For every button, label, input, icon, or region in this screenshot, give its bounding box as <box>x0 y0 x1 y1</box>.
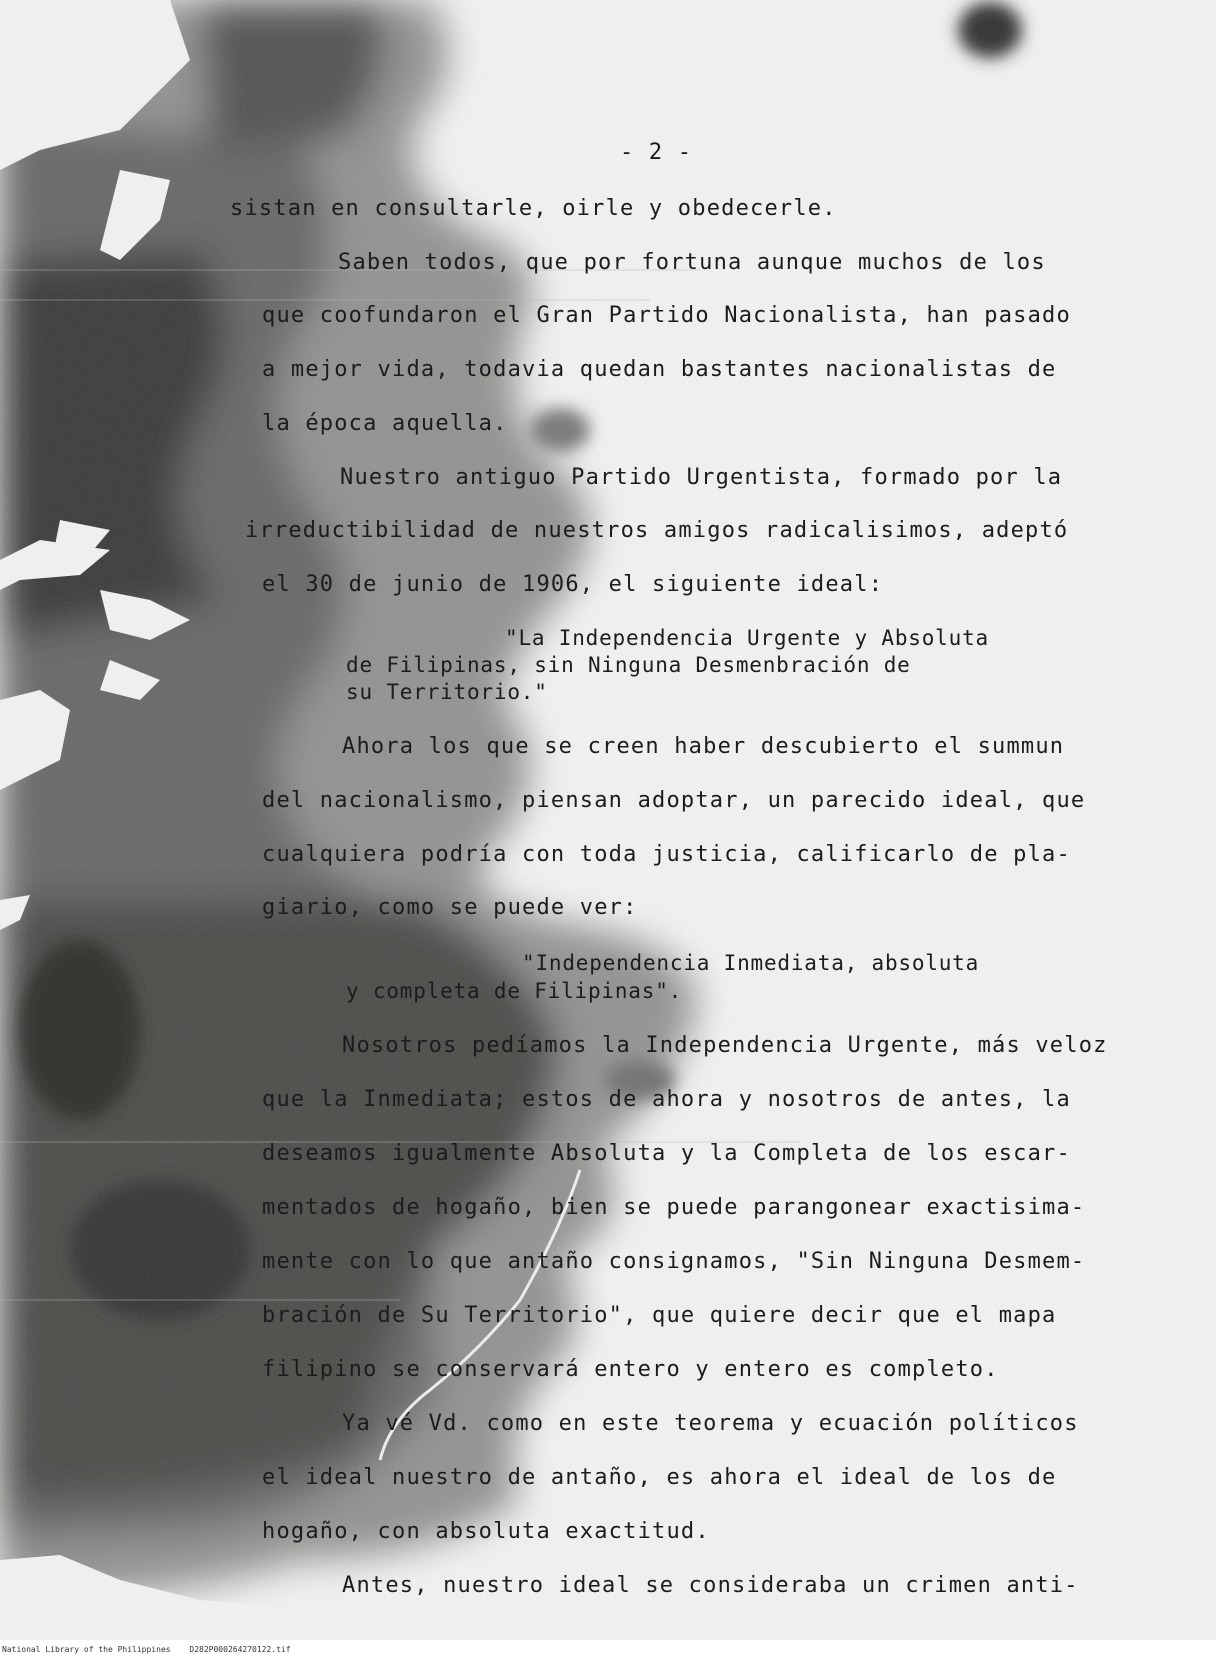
text-line: Ya vé Vd. como en este teorema y ecuación políticos <box>342 1411 1079 1436</box>
quoted-ideal-line: de Filipinas, sin Ninguna Desmenbración de <box>346 653 911 677</box>
text-line: la época aquella. <box>262 411 508 436</box>
text-line: que la Inmediata; estos de ahora y nosotros de antes, la <box>262 1087 1071 1112</box>
text-line: el 30 de junio de 1906, el siguiente ideal: <box>262 572 884 597</box>
text-line: el ideal nuestro de antaño, es ahora el ideal de los de <box>262 1465 1057 1490</box>
archive-footer <box>2 1645 305 1654</box>
file-identifier: D282P000264270122.tif <box>189 1645 291 1654</box>
quoted-ideal-line: su Territorio." <box>346 680 548 704</box>
text-line: del nacionalismo, piensan adoptar, un parecido ideal, que <box>262 788 1086 813</box>
quoted-ideal-line: y completa de Filipinas". <box>346 979 683 1003</box>
quoted-ideal-line: "La Independencia Urgente y Absoluta <box>505 626 989 650</box>
text-line: cualquiera podría con toda justicia, calificarlo de pla- <box>262 842 1071 867</box>
text-line: giario, como se puede ver: <box>262 895 638 920</box>
text-line: Ahora los que se creen haber descubierto el summun <box>342 734 1065 759</box>
text-line: filipino se conservará entero y entero es completo. <box>262 1357 999 1382</box>
text-line: Nosotros pedíamos la Independencia Urgente, más veloz <box>342 1033 1108 1058</box>
text-line: sistan en consultarle, oirle y obedecerle. <box>230 196 837 221</box>
quoted-ideal-line: "Independencia Inmediata, absoluta <box>522 951 980 975</box>
text-line: Antes, nuestro ideal se consideraba un crimen anti- <box>342 1573 1079 1598</box>
text-line: irreductibilidad de nuestros amigos radicalisimos, adeptó <box>245 518 1069 543</box>
text-line: Nuestro antiguo Partido Urgentista, formado por la <box>340 465 1063 490</box>
library-credit: National Library of the Philippines <box>2 1645 171 1654</box>
text-line: mente con lo que antaño consignamos, "Sin Ninguna Desmem- <box>262 1249 1086 1274</box>
text-line: a mejor vida, todavia quedan bastantes nacionalistas de <box>262 357 1057 382</box>
text-line: hogaño, con absoluta exactitud. <box>262 1519 710 1544</box>
text-line: deseamos igualmente Absoluta y la Completa de los escar- <box>262 1141 1071 1166</box>
text-line: bración de Su Territorio", que quiere decir que el mapa <box>262 1303 1057 1328</box>
text-line: que coofundaron el Gran Partido Nacionalista, han pasado <box>262 303 1071 328</box>
text-line: Saben todos, que por fortuna aunque muchos de los <box>338 250 1046 275</box>
page-number: - 2 - <box>620 140 693 165</box>
text-line: mentados de hogaño, bien se puede parangonear exactisima- <box>262 1195 1086 1220</box>
